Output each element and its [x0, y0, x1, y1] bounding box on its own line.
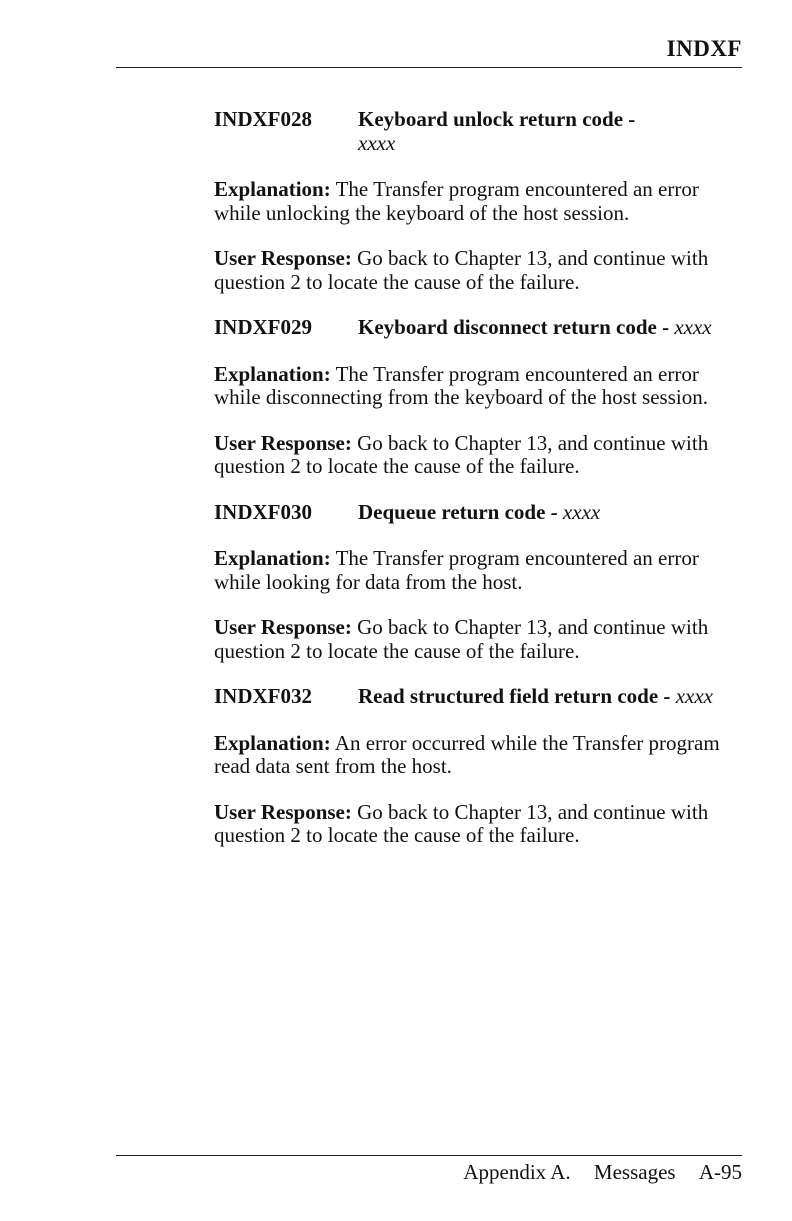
user-response-label: User Response:	[214, 430, 352, 455]
explanation-text: The Transfer program encountered an error while disconnecting from the keyboard of the host session.	[214, 361, 708, 409]
message-heading	[214, 501, 754, 525]
message-code: xxxx	[358, 130, 396, 155]
explanation	[214, 732, 744, 779]
message-code: xxxx	[562, 499, 601, 524]
message-id: INDXF032	[214, 684, 312, 708]
message-heading	[214, 316, 754, 340]
explanation-label: Explanation:	[214, 361, 331, 386]
user-response	[214, 432, 744, 479]
user-response-label: User Response:	[214, 246, 352, 270]
message-title	[358, 108, 718, 155]
explanation-label: Explanation:	[214, 546, 331, 570]
explanation-text: The Transfer program encountered an error while unlocking the keyboard of the host session.	[214, 177, 699, 225]
message-title	[358, 685, 718, 709]
message-heading	[214, 108, 754, 155]
page-footer	[463, 1160, 742, 1185]
user-response-label: User Response:	[214, 615, 352, 639]
message-code: xxxx	[674, 315, 712, 339]
message-entry	[214, 501, 754, 664]
user-response-text: Go back to Chapter 13, and continue with question 2 to locate the cause of the failure.	[214, 799, 709, 847]
footer-rule	[116, 1155, 742, 1156]
explanation	[214, 363, 744, 410]
message-heading	[214, 685, 754, 709]
message-title	[358, 501, 718, 525]
message-code: xxxx	[675, 684, 713, 708]
message-entry	[214, 685, 754, 848]
message-id: INDXF030	[214, 499, 312, 524]
message-entry	[214, 316, 754, 479]
user-response-text: Go back to Chapter 13, and continue with question 2 to locate the cause of the failure.	[214, 246, 709, 294]
explanation-text: The Transfer program encountered an error while looking for data from the host.	[214, 546, 699, 594]
message-id: INDXF029	[214, 315, 312, 339]
message-list	[214, 108, 754, 870]
explanation-label: Explanation:	[214, 177, 331, 201]
message-id: INDXF028	[214, 107, 312, 131]
message-title-text: Read structured field return code -	[358, 684, 671, 708]
running-head: INDXF	[666, 36, 742, 61]
message-title	[358, 316, 718, 340]
user-response	[214, 616, 744, 663]
user-response	[214, 247, 744, 294]
explanation	[214, 178, 744, 225]
message-title-text: Keyboard disconnect return code -	[358, 315, 670, 339]
explanation	[214, 547, 744, 594]
page-number: A-95	[698, 1160, 742, 1184]
user-response-text: Go back to Chapter 13, and continue with question 2 to locate the cause of the failure.	[214, 615, 709, 663]
message-entry	[214, 108, 754, 294]
header-rule	[116, 67, 742, 68]
footer-title: Messages	[593, 1160, 676, 1184]
message-title-text: Keyboard unlock return code -	[358, 107, 636, 131]
user-response	[214, 801, 744, 848]
message-title-text: Dequeue return code -	[358, 499, 558, 524]
explanation-label: Explanation:	[214, 730, 331, 755]
user-response-label: User Response:	[214, 799, 352, 824]
footer-section: Appendix A.	[463, 1160, 571, 1184]
user-response-text: Go back to Chapter 13, and continue with question 2 to locate the cause of the failure.	[214, 430, 709, 478]
explanation-text: An error occurred while the Transfer program read data sent from the host.	[214, 730, 720, 778]
